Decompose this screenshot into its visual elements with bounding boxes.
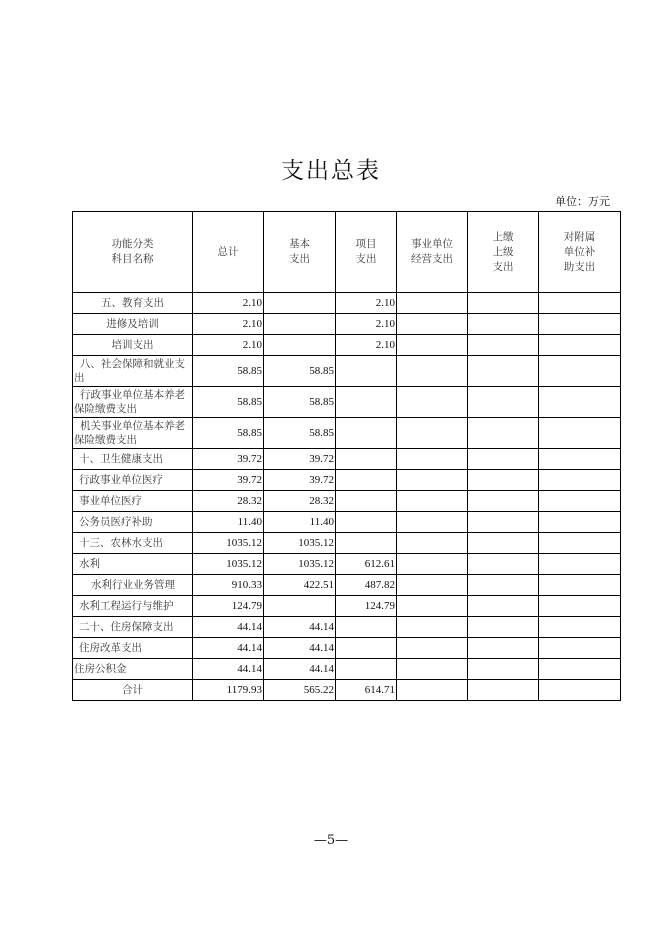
cell-basic: 422.51 (264, 575, 336, 596)
empty-cell (539, 418, 621, 449)
empty-cell (397, 387, 468, 418)
empty-cell (539, 659, 621, 680)
empty-cell (539, 314, 621, 335)
empty-cell (468, 470, 539, 491)
table-row (73, 449, 621, 470)
cell-basic: 1035.12 (264, 554, 336, 575)
column-header: 上缴 上级 支出 (468, 212, 539, 293)
row-label: 公务员医疗补助 (73, 512, 193, 533)
row-label: 水利 (73, 554, 193, 575)
empty-cell (397, 512, 468, 533)
cell-total: 39.72 (193, 470, 264, 491)
cell-basic (264, 596, 336, 617)
empty-cell (397, 554, 468, 575)
cell-project: 2.10 (336, 335, 397, 356)
empty-cell (397, 491, 468, 512)
column-header: 总计 (193, 212, 264, 293)
cell-total: 28.32 (193, 491, 264, 512)
table-row (73, 491, 621, 512)
column-header: 功能分类 科目名称 (73, 212, 193, 293)
empty-cell (468, 575, 539, 596)
table-row (73, 680, 621, 701)
empty-cell (397, 335, 468, 356)
cell-total: 2.10 (193, 293, 264, 314)
table-row (73, 356, 621, 387)
cell-basic: 44.14 (264, 638, 336, 659)
row-label: 水利行业业务管理 (73, 575, 193, 596)
empty-cell (539, 470, 621, 491)
row-label: 合计 (73, 680, 193, 701)
cell-total: 58.85 (193, 418, 264, 449)
cell-project (336, 512, 397, 533)
empty-cell (539, 554, 621, 575)
table-row (73, 659, 621, 680)
empty-cell (397, 596, 468, 617)
empty-cell (468, 680, 539, 701)
empty-cell (468, 596, 539, 617)
table-row (73, 314, 621, 335)
cell-project (336, 491, 397, 512)
empty-cell (397, 680, 468, 701)
empty-cell (468, 533, 539, 554)
empty-cell (397, 575, 468, 596)
cell-total: 124.79 (193, 596, 264, 617)
cell-basic: 44.14 (264, 659, 336, 680)
cell-basic: 58.85 (264, 387, 336, 418)
cell-project: 614.71 (336, 680, 397, 701)
cell-basic: 58.85 (264, 418, 336, 449)
empty-cell (539, 335, 621, 356)
empty-cell (468, 449, 539, 470)
cell-total: 1179.93 (193, 680, 264, 701)
cell-basic (264, 293, 336, 314)
cell-project (336, 659, 397, 680)
empty-cell (468, 512, 539, 533)
cell-basic (264, 335, 336, 356)
row-label: 五、教育支出 (73, 293, 193, 314)
empty-cell (397, 314, 468, 335)
cell-project: 487.82 (336, 575, 397, 596)
empty-cell (397, 449, 468, 470)
table-row (73, 638, 621, 659)
cell-project: 2.10 (336, 293, 397, 314)
cell-project (336, 356, 397, 387)
table-header-row (73, 212, 621, 293)
cell-basic: 44.14 (264, 617, 336, 638)
empty-cell (539, 512, 621, 533)
empty-cell (397, 533, 468, 554)
cell-basic: 1035.12 (264, 533, 336, 554)
cell-total: 58.85 (193, 387, 264, 418)
cell-total: 44.14 (193, 638, 264, 659)
cell-total: 1035.12 (193, 533, 264, 554)
cell-total: 2.10 (193, 335, 264, 356)
table-row (73, 293, 621, 314)
cell-project (336, 449, 397, 470)
empty-cell (397, 617, 468, 638)
column-header: 项目 支出 (336, 212, 397, 293)
row-label: 住房改革支出 (73, 638, 193, 659)
cell-project (336, 470, 397, 491)
empty-cell (539, 387, 621, 418)
row-label: 事业单位医疗 (73, 491, 193, 512)
row-label: 十三、农林水支出 (73, 533, 193, 554)
table-row (73, 387, 621, 418)
row-label: 培训支出 (73, 335, 193, 356)
row-label: 八、社会保障和就业支出 (73, 356, 193, 387)
table-row (73, 596, 621, 617)
empty-cell (397, 638, 468, 659)
empty-cell (397, 418, 468, 449)
page-title: 支出总表 (281, 158, 381, 184)
row-label: 十、卫生健康支出 (73, 449, 193, 470)
expenditure-table (72, 211, 621, 701)
empty-cell (468, 314, 539, 335)
empty-cell (539, 491, 621, 512)
cell-basic (264, 314, 336, 335)
table-row (73, 617, 621, 638)
empty-cell (468, 491, 539, 512)
empty-cell (468, 293, 539, 314)
row-label: 水利工程运行与维护 (73, 596, 193, 617)
cell-project: 612.61 (336, 554, 397, 575)
empty-cell (539, 680, 621, 701)
column-header: 事业单位 经营支出 (397, 212, 468, 293)
cell-project (336, 617, 397, 638)
row-label: 进修及培训 (73, 314, 193, 335)
empty-cell (468, 335, 539, 356)
unit-label: 单位：万元 (555, 195, 610, 208)
empty-cell (468, 387, 539, 418)
empty-cell (397, 293, 468, 314)
cell-basic: 565.22 (264, 680, 336, 701)
table-row (73, 418, 621, 449)
cell-basic: 28.32 (264, 491, 336, 512)
row-label: 住房公积金 (73, 659, 193, 680)
empty-cell (468, 554, 539, 575)
column-header: 对附属 单位补 助支出 (539, 212, 621, 293)
cell-total: 39.72 (193, 449, 264, 470)
table-row (73, 533, 621, 554)
table-row (73, 575, 621, 596)
cell-total: 58.85 (193, 356, 264, 387)
cell-basic: 58.85 (264, 356, 336, 387)
empty-cell (468, 638, 539, 659)
cell-project: 2.10 (336, 314, 397, 335)
cell-basic: 11.40 (264, 512, 336, 533)
table-row (73, 554, 621, 575)
cell-total: 1035.12 (193, 554, 264, 575)
empty-cell (397, 659, 468, 680)
column-header: 基本 支出 (264, 212, 336, 293)
empty-cell (539, 356, 621, 387)
cell-total: 44.14 (193, 659, 264, 680)
cell-basic: 39.72 (264, 449, 336, 470)
table-row (73, 512, 621, 533)
cell-project (336, 638, 397, 659)
table-row (73, 470, 621, 491)
cell-project: 124.79 (336, 596, 397, 617)
cell-total: 11.40 (193, 512, 264, 533)
row-label: 行政事业单位医疗 (73, 470, 193, 491)
cell-project (336, 533, 397, 554)
empty-cell (397, 356, 468, 387)
page-number: —5— (313, 833, 349, 848)
empty-cell (539, 575, 621, 596)
cell-total: 2.10 (193, 314, 264, 335)
cell-project (336, 387, 397, 418)
row-label: 行政事业单位基本养老保险缴费支出 (73, 387, 193, 418)
empty-cell (397, 470, 468, 491)
empty-cell (539, 533, 621, 554)
empty-cell (468, 617, 539, 638)
cell-project (336, 418, 397, 449)
empty-cell (539, 617, 621, 638)
empty-cell (468, 418, 539, 449)
table-row (73, 335, 621, 356)
empty-cell (539, 638, 621, 659)
empty-cell (468, 659, 539, 680)
empty-cell (468, 356, 539, 387)
empty-cell (539, 596, 621, 617)
empty-cell (539, 449, 621, 470)
cell-total: 910.33 (193, 575, 264, 596)
row-label: 二十、住房保障支出 (73, 617, 193, 638)
row-label: 机关事业单位基本养老保险缴费支出 (73, 418, 193, 449)
cell-total: 44.14 (193, 617, 264, 638)
cell-basic: 39.72 (264, 470, 336, 491)
empty-cell (539, 293, 621, 314)
